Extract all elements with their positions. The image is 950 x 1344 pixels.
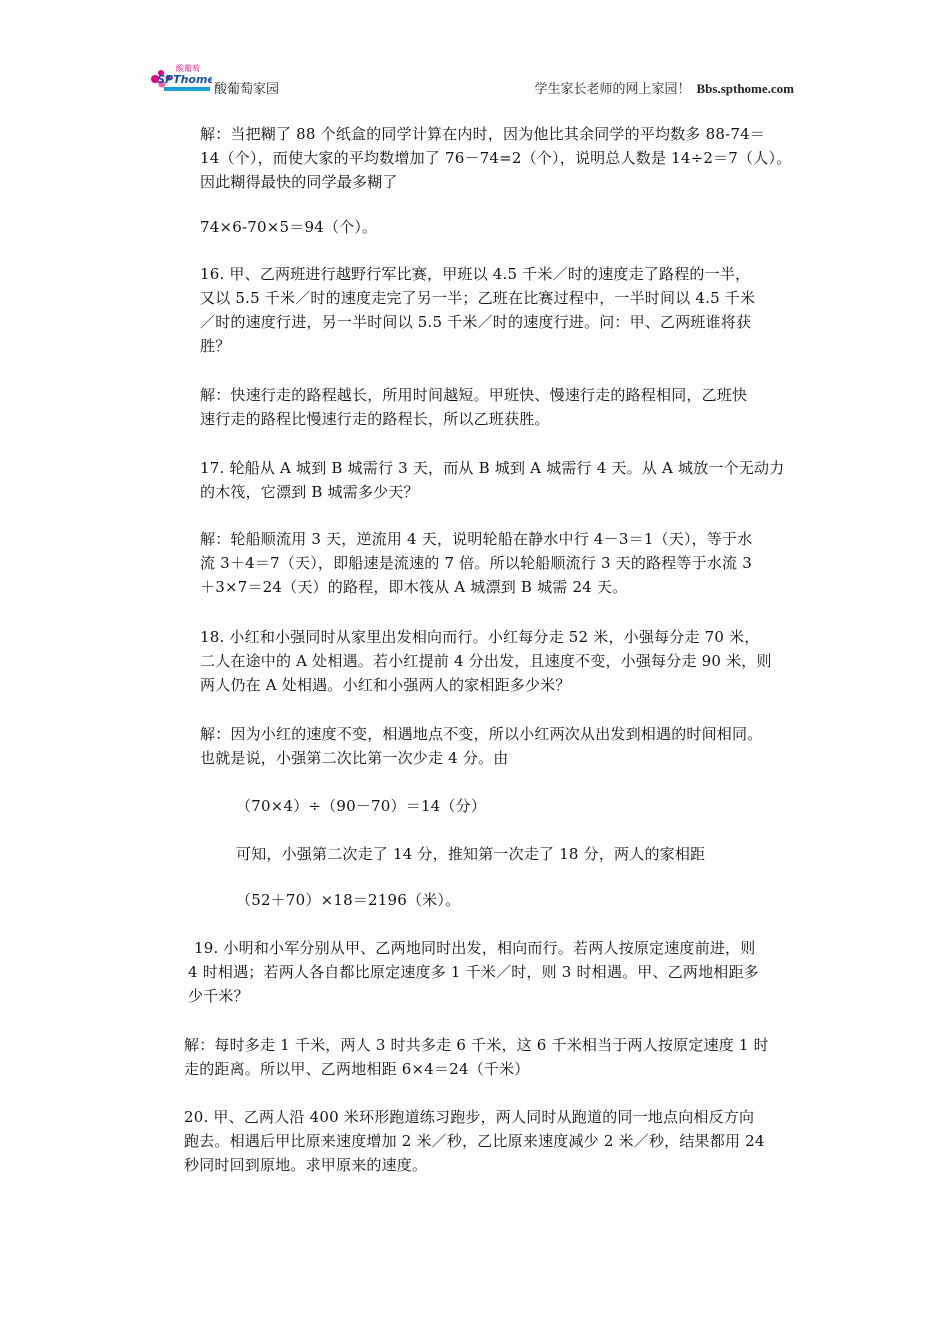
solution-16 — [200, 383, 747, 431]
text-line: 胜？ — [200, 337, 231, 355]
site-url[interactable]: Bbs.spthome.com — [696, 81, 794, 96]
equation-18-c — [236, 888, 460, 912]
solution-19 — [184, 1033, 769, 1081]
question-17 — [200, 456, 784, 504]
text-line: 走的距离。所以甲、乙两地相距 6×4＝24（千米） — [184, 1060, 530, 1078]
text-line: 解：快速行走的路程越长，所用时间越短。甲班快、慢速行走的路程相同，乙班快 — [200, 386, 748, 404]
text-line: 18. 小红和小强同时从家里出发相向而行。小红每分走 52 米，小强每分走 70 米， — [200, 628, 760, 646]
text-line: 14（个），而使大家的平均数增加了 76－74=2（个），说明总人数是 14÷2＝7（人）。 — [200, 149, 792, 167]
text-line: ／时的速度行进，另一半时间以 5.5 千米／时的速度行进。问：甲、乙两班谁将获 — [200, 313, 752, 331]
question-16 — [200, 262, 755, 358]
text-line: 74×6-70×5＝94（个）。 — [200, 218, 378, 236]
solution-15 — [200, 122, 791, 194]
text-line: 两人仍在 A 处相遇。小红和小强两人的家相距多少米？ — [200, 676, 571, 694]
text-line: 秒同时回到原地。求甲原来的速度。 — [184, 1156, 428, 1174]
site-name: 酸葡萄家园 — [214, 82, 280, 97]
spthome-logo — [148, 62, 212, 96]
text-line: 20. 甲、乙两人沿 400 米环形跑道练习跑步，两人同时从跑道的同一地点向相反方向 — [184, 1108, 755, 1126]
text-line: 的木筏，它漂到 B 城需多少天？ — [200, 483, 419, 501]
text-line: 也就是说，小强第二次比第一次少走 4 分。由 — [200, 749, 509, 767]
solution-17 — [200, 527, 752, 599]
header-slogan — [534, 78, 794, 97]
text-line: 速行走的路程比慢速行走的路程长，所以乙班获胜。 — [200, 410, 550, 428]
text-line: ＋3×7＝24（天）的路程，即木筏从 A 城漂到 B 城需 24 天。 — [200, 578, 628, 596]
text-line: 少千米？ — [188, 987, 249, 1005]
text-18-b — [236, 842, 705, 866]
text-line: 17. 轮船从 A 城到 B 城需行 3 天，而从 B 城到 A 城需行 4 天。从 A 城放一个无动力 — [200, 459, 785, 477]
text-line: 解：因为小红的速度不变，相遇地点不变，所以小红两次从出发到相遇的时间相同。 — [200, 725, 763, 743]
text-line: （70×4）÷（90－70）＝14（分） — [236, 797, 487, 815]
text-line: 流 3＋4＝7（天），即船速是流速的 7 倍。所以轮船顺流行 3 天的路程等于水流 3 — [200, 554, 752, 572]
text-line: 19. 小明和小军分别从甲、乙两地同时出发，相向而行。若两人按原定速度前进，则 — [194, 939, 756, 957]
text-line: 可知，小强第二次走了 14 分，推知第一次走了 18 分，两人的家相距 — [236, 845, 706, 863]
text-line: 4 时相遇；若两人各自都比原定速度多 1 千米／时，则 3 时相遇。甲、乙两地相距多 — [188, 963, 759, 981]
question-19 — [188, 936, 759, 1008]
equation-15 — [200, 215, 377, 239]
equation-18-a — [236, 794, 486, 818]
text-line: 解：轮船顺流用 3 天，逆流用 4 天，说明轮船在静水中行 4－3＝1（天），等于水 — [200, 530, 753, 548]
text-line: 解：每时多走 1 千米，两人 3 时共多走 6 千米，这 6 千米相当于两人按原定速度 1 时 — [184, 1036, 769, 1054]
page-header — [148, 62, 808, 98]
question-18 — [200, 625, 772, 697]
text-line: 16. 甲、乙两班进行越野行军比赛，甲班以 4.5 千米／时的速度走了路程的一半， — [200, 265, 751, 283]
text-line: 因此糊得最快的同学最多糊了 — [200, 173, 398, 191]
question-20 — [184, 1105, 765, 1177]
logo-badge: 酸葡萄 — [176, 64, 200, 73]
slogan-text: 学生家长老师的网上家园！ — [534, 82, 691, 97]
logo-text: SPThome — [157, 73, 212, 86]
text-line: 二人在途中的 A 处相遇。若小红提前 4 分出发，且速度不变，小强每分走 90 米，则 — [200, 652, 772, 670]
text-line: 解：当把糊了 88 个纸盒的同学计算在内时，因为他比其余同学的平均数多 88-74＝ — [200, 125, 766, 143]
solution-18 — [200, 722, 762, 770]
text-line: 又以 5.5 千米／时的速度走完了另一半；乙班在比赛过程中，一半时间以 4.5 千米 — [200, 289, 756, 307]
text-line: 跑去。相遇后甲比原来速度增加 2 米／秒，乙比原来速度减少 2 米／秒，结果都用 24 — [184, 1132, 765, 1150]
text-line: （52＋70）×18＝2196（米）。 — [236, 891, 461, 909]
